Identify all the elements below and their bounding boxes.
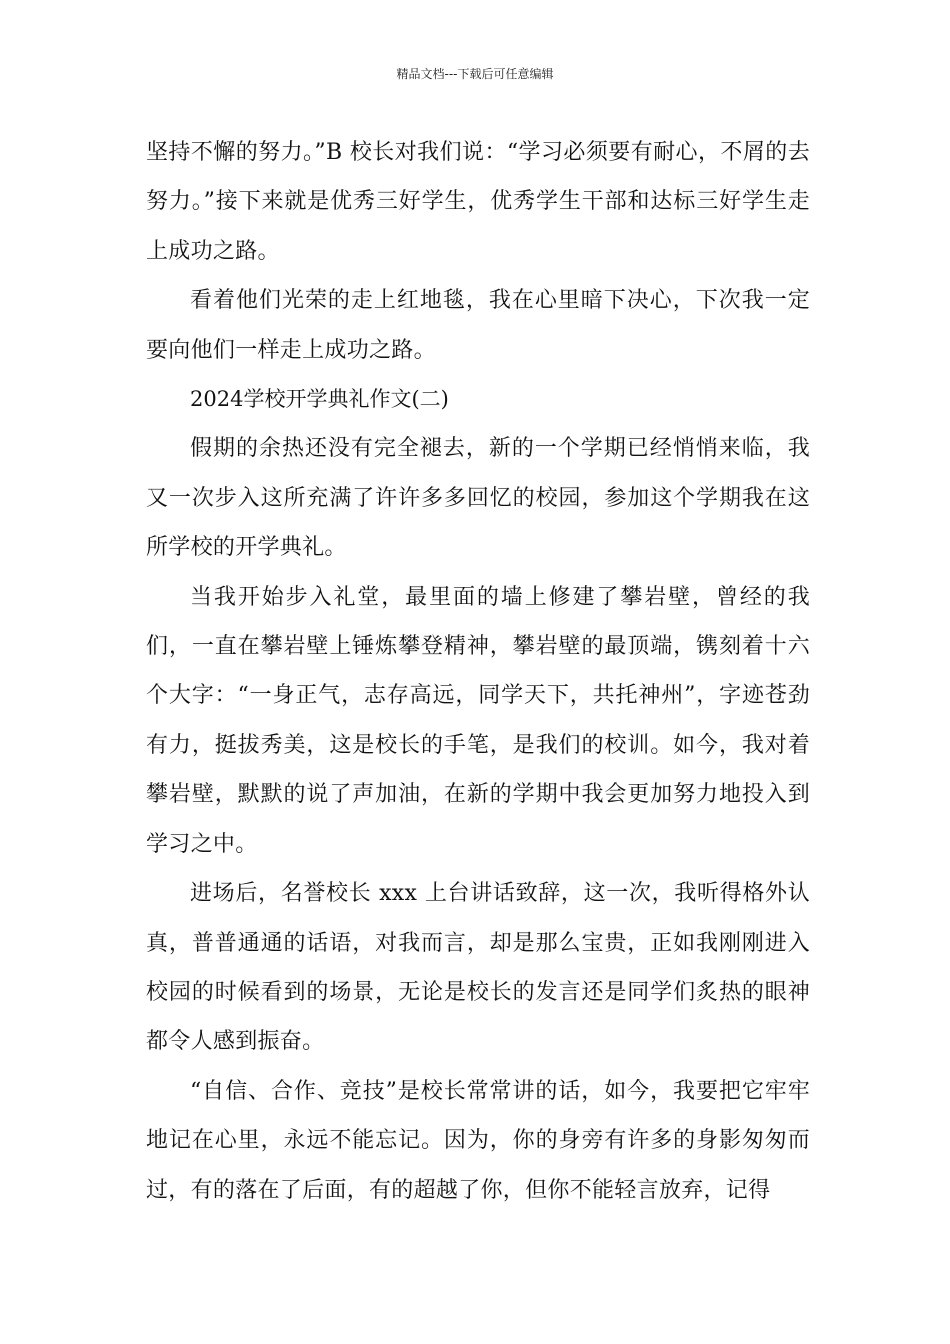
paragraph-3: 假期的余热还没有完全褪去，新的一个学期已经悄悄来临，我又一次步入这所充满了许许多多回忆的校园，参加这个学期我在这所学校的开学典礼。 <box>146 436 810 561</box>
paragraph-6: “自信、合作、竞技”是校长常常讲的话，如今，我要把它牢牢地记在心里，永远不能忘记。因为，你的身旁有许多的身影匆匆而过，有的落在了后面，有的超越了你，但你不能轻言放弃，记得 <box>146 1078 810 1203</box>
paragraph-2: 看着他们光荣的走上红地毯，我在心里暗下决心，下次我一定要向他们一样走上成功之路。 <box>146 288 810 363</box>
document-body <box>146 128 810 1215</box>
paragraph-5: 进场后，名誉校长 xxx 上台讲话致辞，这一次，我听得格外认真，普普通通的话语，对我而言，却是那么宝贵，正如我刚刚进入校园的时候看到的场景，无论是校长的发言还是同学们炙热的眼神都令人感到振奋。 <box>146 881 810 1055</box>
paragraph-1: 坚持不懈的努力。”B 校长对我们说：“学习必须要有耐心，不屑的去努力。”接下来就是优秀三好学生，优秀学生干部和达标三好学生走上成功之路。 <box>146 140 810 264</box>
paragraph-4: 当我开始步入礼堂，最里面的墙上修建了攀岩壁，曾经的我们，一直在攀岩壁上锤炼攀登精神，攀岩壁的最顶端，镌刻着十六个大字：“一身正气，志存高远，同学天下，共托神州”，字迹苍劲有力，挺拔秀美，这是校长的手笔，是我们的校训。如今，我对着攀岩壁，默默的说了声加油，在新的学期中我会更加努力地投入到学习之中。 <box>146 584 810 857</box>
section-title: 2024学校开学典礼作文(二) <box>190 387 449 412</box>
page-header: 精品文档---下载后可任意编辑 <box>396 67 554 81</box>
